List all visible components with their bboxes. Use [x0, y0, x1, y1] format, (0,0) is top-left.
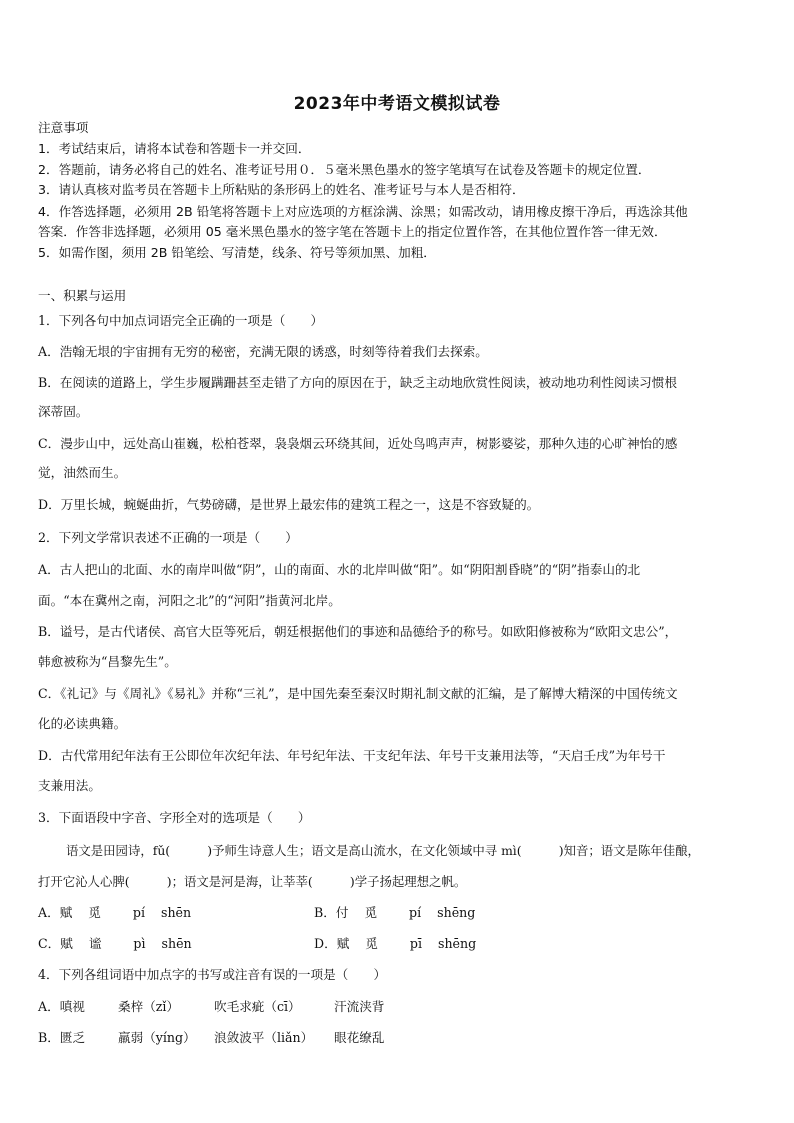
q3-passage: 语文是田园诗，fǔ( )予师生诗意人生；语文是高山流水，在文化领域中寻 mì( )知音；语文是陈年佳酿， [66, 843, 700, 858]
option-pinyin-1: pí [132, 905, 145, 920]
q3-option-b [314, 905, 475, 921]
option-char-1: 赋 [336, 936, 350, 951]
q1-option-c-cont: 觉，油然而生。 [38, 465, 127, 480]
q1-option-d: D．万里长城，蜿蜒曲折，气势磅礴，是世界上最宏伟的建筑工程之一，这是不容致疑的。 [38, 497, 540, 512]
q3-option-d [314, 936, 476, 952]
q1-option-b: B．在阅读的道路上，学生步履蹒跚甚至走错了方向的原因在于，缺乏主动地欣赏性阅读，被动地功利性阅读习惯根 [38, 375, 677, 390]
q2-stem: 2．下列文学常识表述不正确的一项是（ ） [38, 530, 298, 545]
q4-stem: 4．下列各组词语中加点字的书写或注音有误的一项是（ ） [38, 967, 387, 982]
notice-item-2: 2．答题前，请务必将自己的姓名、准考证号用０．５毫米黑色墨水的签字笔填写在试卷及答题卡的规定位置． [38, 162, 651, 177]
option-word-1: A．嗔视 [38, 999, 85, 1014]
q2-option-a-cont: 面。“本在冀州之南，河阳之北”的“河阳”指黄河北岸。 [38, 593, 341, 608]
option-label: D． [314, 936, 337, 951]
q3-stem: 3．下面语段中字音、字形全对的选项是（ ） [38, 810, 311, 825]
option-pinyin-2: shēn [161, 936, 192, 951]
section-heading: 一、积累与运用 [38, 288, 127, 303]
option-char-1: 赋 [60, 936, 73, 951]
q4-option-b [38, 1030, 384, 1046]
notice-item-3: 3．请认真核对监考员在答题卡上所粘贴的条形码上的姓名、准考证号与本人是否相符． [38, 182, 525, 197]
option-word-2: 羸弱（yíng） [118, 1030, 196, 1045]
option-pinyin-2: shēng [437, 936, 477, 951]
notice-heading: 注意事项 [38, 120, 89, 135]
option-pinyin-2: shēn [160, 905, 192, 920]
q2-option-d-cont: 支兼用法。 [38, 778, 101, 793]
notice-item-4: 4．作答选择题，必须用 2B 铅笔将答题卡上对应选项的方框涂满、涂黑；如需改动，请用橡皮擦干净后，再选涂其他 [38, 204, 688, 219]
option-pinyin-1: pì [133, 936, 146, 951]
notice-item-5: 5．如需作图，须用 2B 铅笔绘、写清楚，线条、符号等须加黑、加粗． [38, 245, 436, 260]
option-pinyin-1: pī [409, 936, 422, 951]
option-char-2: 觅 [364, 905, 378, 920]
option-label: C． [38, 936, 61, 951]
option-word-2: 桑梓（zǐ） [118, 999, 180, 1014]
option-char-2: 谧 [88, 936, 102, 951]
q1-option-b-cont: 深蒂固。 [38, 404, 89, 419]
q1-option-a: A．浩翰无垠的宇宙拥有无穷的秘密，充满无限的诱惑，时刻等待着我们去探索。 [38, 344, 488, 359]
q2-option-c: C．《礼记》与《周礼》《易礼》并称“三礼”，是中国先秦至秦汉时期礼制文献的汇编，是了解博大精深的中国传统文 [38, 686, 678, 701]
option-label: A． [38, 905, 60, 920]
q4-option-a [38, 999, 384, 1015]
q3-option-a [38, 905, 191, 921]
q2-option-b-cont: 韩愈被称为“昌黎先生”。 [38, 654, 177, 669]
option-char-2: 觅 [365, 936, 378, 951]
option-word-1: B．匮乏 [38, 1030, 86, 1045]
notice-item-4-cont: 答案．作答非选择题，必须用 05 毫米黑色墨水的签字笔在答题卡上的指定位置作答，在其他位置作答一律无效． [38, 224, 667, 239]
option-word-4: 眼花缭乱 [334, 1030, 385, 1045]
q3-option-c [38, 936, 192, 952]
option-word-4: 汗流浃背 [334, 999, 385, 1014]
option-word-3: 吹毛求疵（cī） [214, 999, 301, 1014]
q3-passage-cont: 打开它沁人心脾( )；语文是河是海，让莘莘( )学子扬起理想之帆。 [38, 874, 467, 889]
q2-option-b: B．谥号，是古代诸侯、高官大臣等死后，朝廷根据他们的事迹和品德给予的称号。如欧阳修被称为“欧阳文忠公”， [38, 624, 678, 639]
option-word-3: 浪敛波平（liǎn） [214, 1030, 314, 1045]
notice-item-1: 1．考试结束后，请将本试卷和答题卡一并交回． [38, 141, 311, 156]
option-label: B． [314, 905, 336, 920]
q2-option-d: D．古代常用纪年法有王公即位年次纪年法、年号纪年法、干支纪年法、年号干支兼用法等，“天启壬戌”为年号干 [38, 748, 666, 763]
option-pinyin-1: pí [409, 905, 422, 920]
option-char-1: 付 [335, 905, 349, 920]
option-char-1: 赋 [59, 905, 73, 920]
page-title: 2023年中考语文模拟试卷 [293, 94, 501, 114]
q2-option-a: A．古人把山的北面、水的南岸叫做“阴”，山的南面、水的北岸叫做“阳”。如“阴阳割昏晓”的“阴”指泰山的北 [38, 562, 641, 577]
option-pinyin-2: shēng [437, 905, 476, 920]
q1-stem: 1．下列各句中加点词语完全正确的一项是（ ） [38, 313, 324, 328]
option-char-2: 觅 [88, 905, 101, 920]
q1-option-c: C．漫步山中，远处高山崔巍，松柏苍翠，袅袅烟云环绕其间，近处鸟鸣声声，树影婆娑，那种久违的心旷神怡的感 [38, 436, 678, 451]
q2-option-c-cont: 化的必读典籍。 [38, 716, 127, 731]
